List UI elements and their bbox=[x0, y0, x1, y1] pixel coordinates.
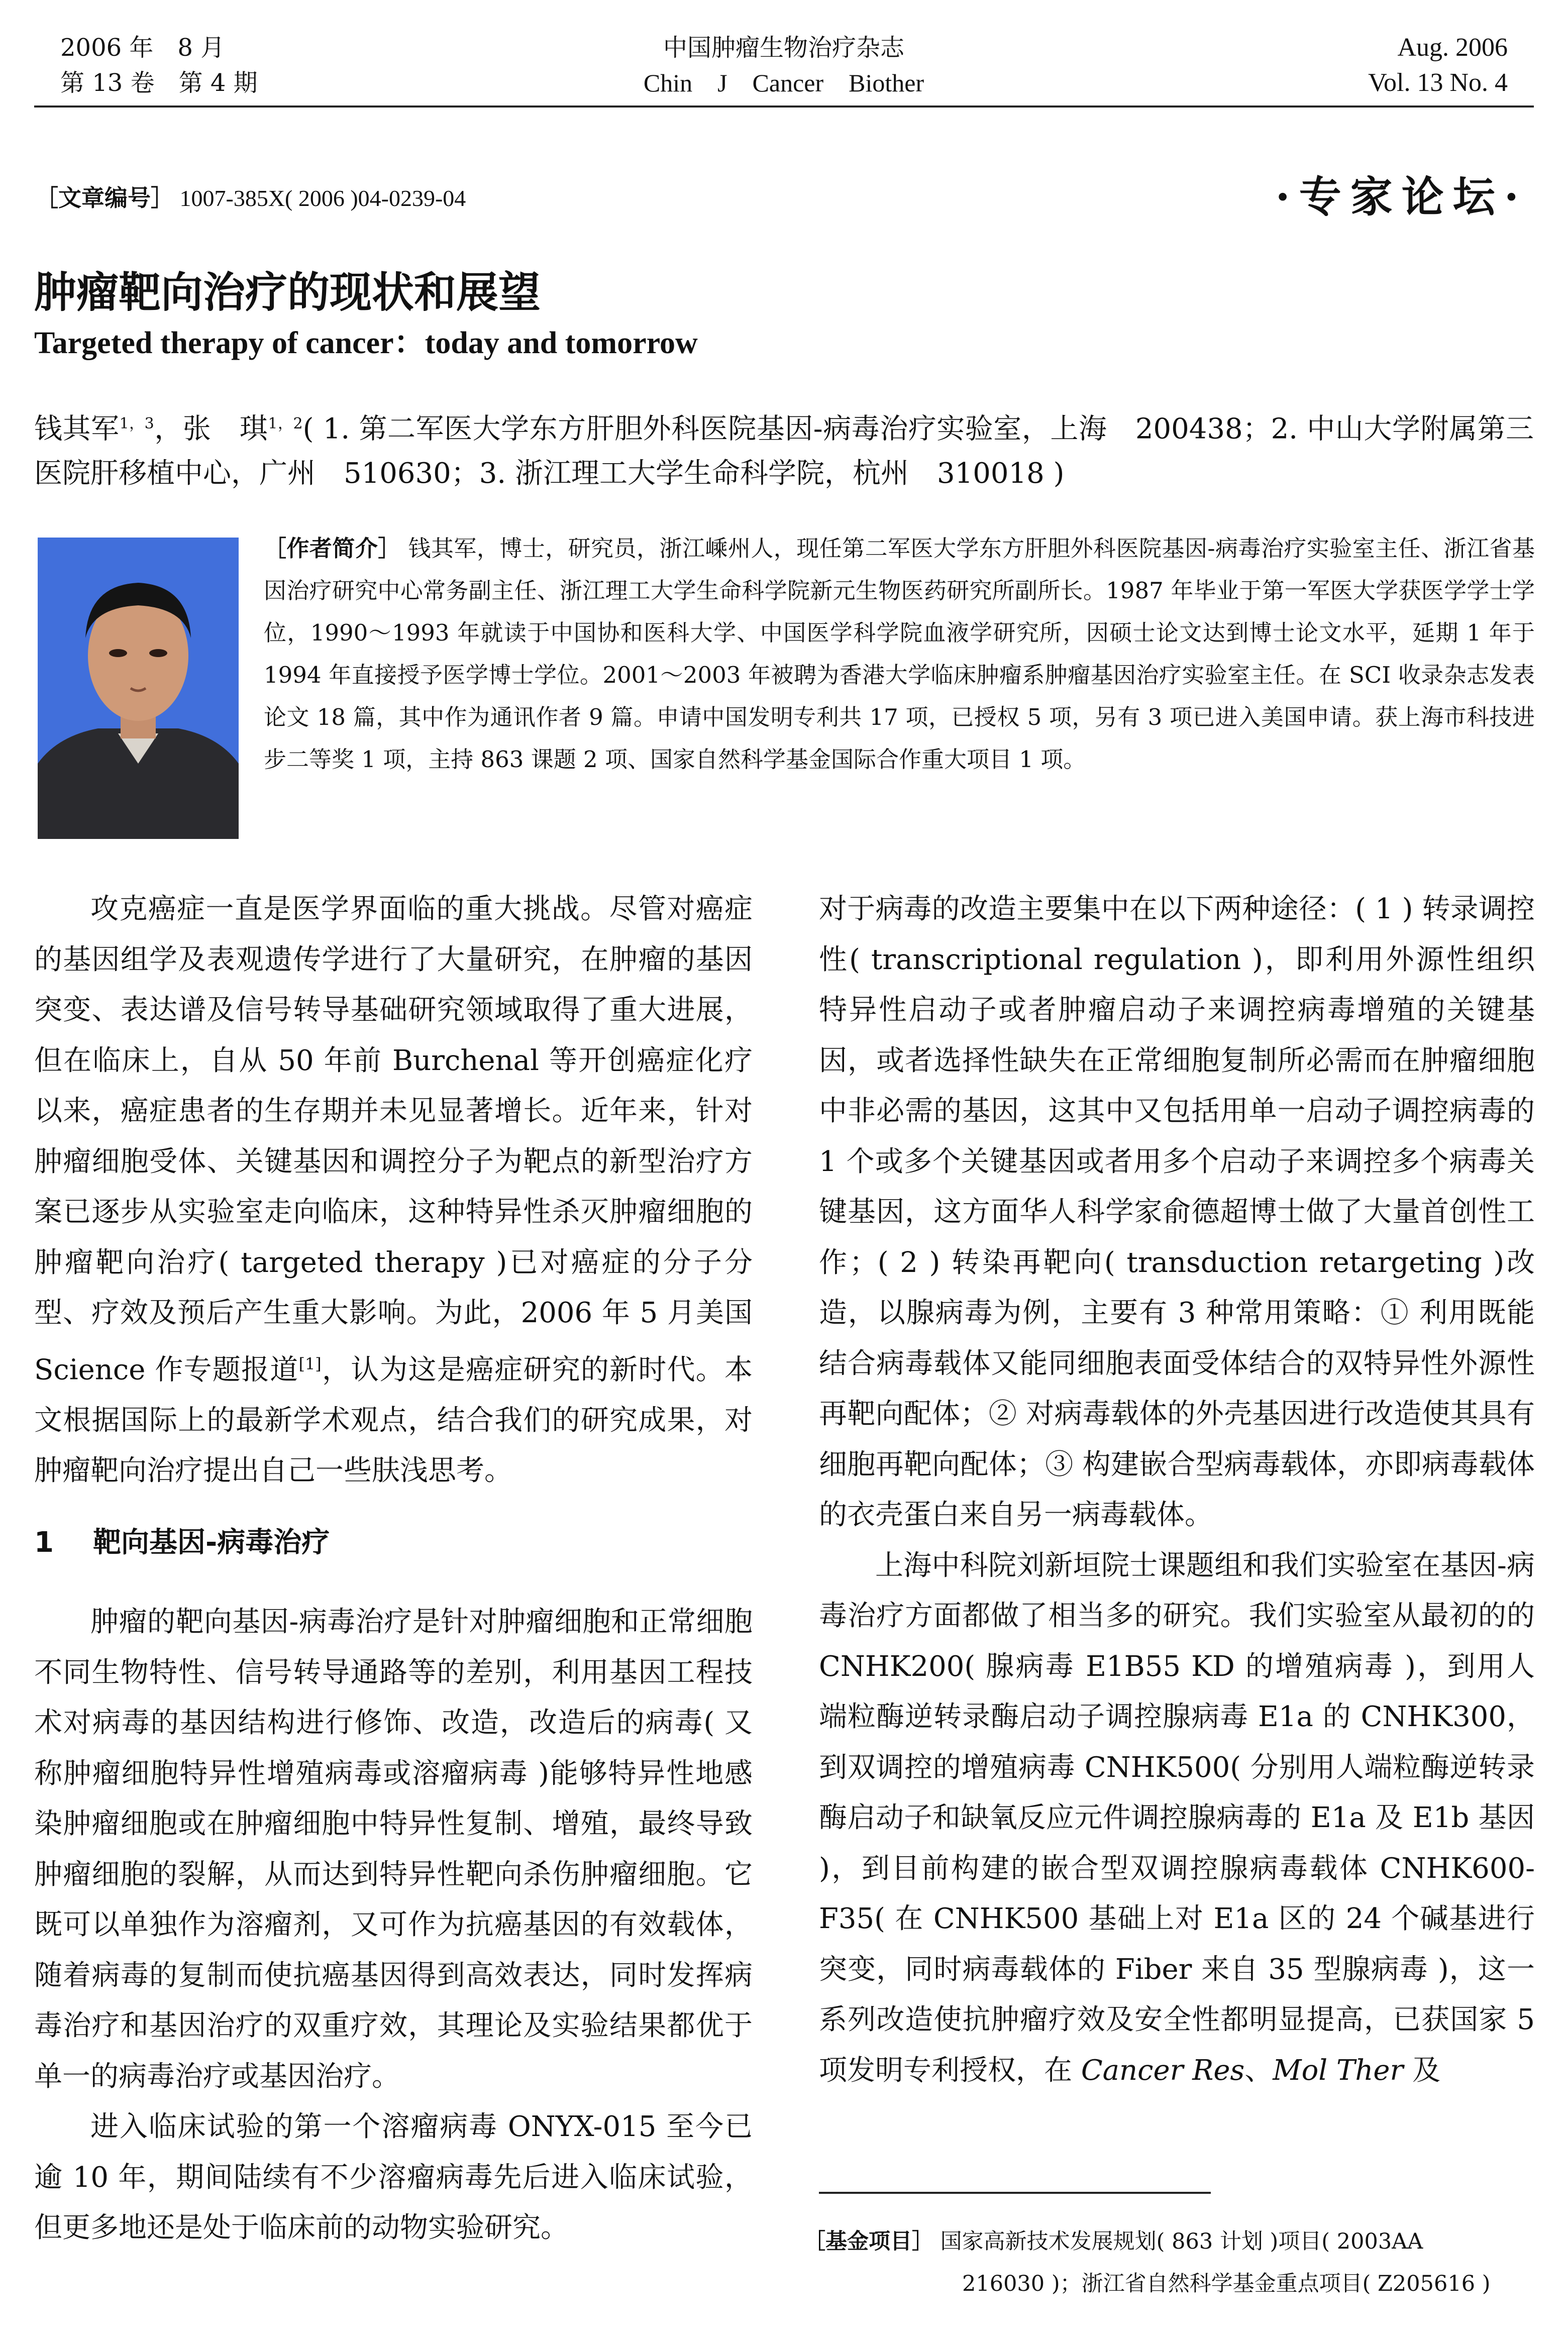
header-month: Aug. 2006 bbox=[1397, 33, 1508, 62]
paragraph: 对于病毒的改造主要集中在以下两种途径：( 1 ) 转录调控性( transcriptional regulation )，即利用外源性组织特异性启动子或者肿瘤启动子来调控病毒增殖的关键基因，或者选择性缺失在正常细胞复制所必需而在肿瘤细胞中非必需的基因，这其中又包括用单一启动子调控病毒的 1 个或多个关键基因或者用多个启动子来调控多个病毒关键基因，这方面华人科学家俞德超博士做了大量首创性工作；( 2 ) 转染再靶向( transduction retargeting )改造，以腺病毒为例，主要有 3 种常用策略：① 利用既能结合病毒载体又能同细胞表面受体结合的双特异性外源性再靶向配体；② 对病毒载体的外壳基因进行改造使其具有细胞再靶向配体；③ 构建嵌合型病毒载体，亦即病毒载体的衣壳蛋白来自另一病毒载体。 bbox=[819, 893, 1535, 1531]
journal-name-zh: 中国肿瘤生物治疗杂志 bbox=[663, 34, 904, 62]
header-volume-line: 第 13 卷 第 4 期 bbox=[60, 69, 258, 97]
header-date-line: 2006 年 8 月 bbox=[60, 34, 225, 62]
author-bio-label: ［作者简介］ bbox=[264, 535, 401, 562]
paragraph-text: ，认为这是癌症研究的新时代。本文根据国际上的最新学术观点，结合我们的研究成果，对肿瘤靶向治疗提出自己一些肤浅思考。 bbox=[34, 1353, 753, 1487]
header-date bbox=[60, 30, 258, 100]
right-column bbox=[819, 884, 1535, 2096]
header-vol: Vol. 13 No. 4 bbox=[1368, 68, 1508, 97]
title-zh: 肿瘤靶向治疗的现状和展望 bbox=[34, 268, 541, 317]
funding-note bbox=[804, 2220, 1537, 2305]
paragraph: 肿瘤的靶向基因-病毒治疗是针对肿瘤细胞和正常细胞不同生物特性、信号转导通路等的差别，利用基因工程技术对病毒的基因结构进行修饰、改造，改造后的病毒( 又称肿瘤细胞特异性增殖病毒或溶瘤病毒 )能够特异性地感染肿瘤细胞或在肿瘤细胞中特异性复制、增殖，最终导致肿瘤细胞的裂解，从而达到特异性靶向杀伤肿瘤细胞。它既可以单独作为溶瘤剂，又可作为抗癌基因的有效载体，随着病毒的复制而使抗癌基因得到高效表达，同时发挥病毒治疗和基因治疗的双重疗效，其理论及实验结果都优于单一的病毒治疗或基因治疗。 bbox=[34, 1606, 753, 2093]
citation: [1] bbox=[298, 1354, 322, 1373]
paragraph-text: 上海中科院刘新垣院士课题组和我们实验室在基因-病毒治疗方面都做了相当多的研究。我们实验室从最初的的 CNHK200( 腺病毒 E1B55 KD 的增殖病毒 )，到用人端粒酶逆转录酶启动子调控腺病毒 E1a 的 CNHK300，到双调控的增殖病毒 CNHK500( 分别用人端粒酶逆转录酶启动子和缺氧反应元件调控腺病毒的 E1a 及 E1b 基因 )，到目前构建的嵌合型双调控腺病毒载体 CNHK600-F35( 在 CNHK500 基础上对 E1a 区的 24 个碱基进行突变，同时病毒载体的 Fiber 来自 35 型腺病毒 )，这一系列改造使抗肿瘤疗效及安全性都明显提高，已获国家 5 项发明专利授权，在 bbox=[819, 1549, 1535, 2087]
left-column bbox=[34, 884, 753, 2254]
authors-affiliations bbox=[34, 402, 1534, 496]
author-name: 钱其军 bbox=[34, 412, 120, 446]
affiliations: ( 1. 第二军医大学东方肝胆外科医院基因-病毒治疗实验室，上海 200438；2. 中山大学附属第三医院肝移植中心，广州 510630；3. 浙江理工大学生命科学院，杭州 310018 ) bbox=[34, 412, 1534, 490]
section-number: 1 bbox=[34, 1526, 54, 1559]
journal-name-en: Chin J Cancer Biother bbox=[643, 69, 924, 97]
author-photo bbox=[38, 538, 239, 839]
journal-name bbox=[593, 30, 975, 100]
funding-line: 216030 )；浙江省自然科学基金重点项目( Z205616 ) bbox=[962, 2271, 1491, 2296]
author-bio-text: 钱其军，博士，研究员，浙江嵊州人，现任第二军医大学东方肝胆外科医院基因-病毒治疗实验室主任、浙江省基因治疗研究中心常务副主任、浙江理工大学生命科学院新元生物医药研究所副所长。1987 年毕业于第一军医大学获医学学士学位，1990～1993 年就读于中国协和医科大学、中国医学科学院血液学研究所，因硕士论文达到博士论文水平，延期 1 年于 1994 年直接授予医学博士学位。2001～2003 年被聘为香港大学临床肿瘤系肿瘤基因治疗实验室主任。在 SCI 收录杂志发表论文 18 篇，其中作为通讯作者 9 篇。申请中国发明专利共 17 项，已授权 5 项，另有 3 项已进入美国申请。获上海市科技进步二等奖 1 项，主持 863 课题 2 项、国家自然科学基金国际合作重大项目 1 项。 bbox=[264, 535, 1535, 773]
author-sup: 1，3 bbox=[119, 415, 154, 433]
header-rule bbox=[34, 105, 1534, 108]
paragraph-text: 及 bbox=[1403, 2054, 1441, 2087]
paragraph: 进入临床试验的第一个溶瘤病毒 ONYX-015 至今已逾 10 年，期间陆续有不少溶瘤病毒先后进入临床试验，但更多地还是处于临床前的动物实验研究。 bbox=[34, 2110, 753, 2245]
section-title: 靶向基因-病毒治疗 bbox=[92, 1526, 330, 1559]
funding-label: ［基金项目］ bbox=[804, 2229, 933, 2254]
section-heading bbox=[34, 1518, 753, 1568]
column-tag: ·专家论坛· bbox=[1275, 172, 1528, 222]
article-number-value: 1007-385X( 2006 )04-0239-04 bbox=[179, 185, 466, 211]
header-issue bbox=[1368, 30, 1508, 100]
funding-line: 国家高新技术发展规划( 863 计划 )项目( 2003AA bbox=[940, 2229, 1423, 2254]
paragraph bbox=[34, 884, 753, 1497]
paragraph bbox=[819, 1541, 1535, 2096]
journal-name: Mol Ther bbox=[1273, 2054, 1404, 2087]
author-bio bbox=[264, 527, 1535, 781]
footnote-rule bbox=[819, 2192, 1211, 2194]
title-en: Targeted therapy of cancer：today and tomorrow bbox=[34, 326, 698, 360]
journal-name: Cancer Res bbox=[1081, 2054, 1245, 2087]
article-number-label: ［文章编号］ bbox=[35, 184, 174, 211]
author-name: ，张 琪 bbox=[154, 412, 268, 446]
separator: 、 bbox=[1244, 2054, 1273, 2087]
paragraph-text: 攻克癌症一直是医学界面临的重大挑战。尽管对癌症的基因组学及表观遗传学进行了大量研究，在肿瘤的基因突变、表达谱及信号转导基础研究领域取得了重大进展，但在临床上，自从 50 年前 Burchenal 等开创癌症化疗以来，癌症患者的生存期并未见显著增长。近年来，针对肿瘤细胞受体、关键基因和调控分子为靶点的新型治疗方案已逐步从实验室走向临床，这种特异性杀灭肿瘤细胞的肿瘤靶向治疗( targeted therapy )已对癌症的分子分型、疗效及预后产生重大影响。为此，2006 年 5 月美国 Science 作专题报道 bbox=[34, 893, 753, 1387]
author-sup: 1，2 bbox=[268, 415, 303, 433]
article-number bbox=[35, 180, 466, 213]
